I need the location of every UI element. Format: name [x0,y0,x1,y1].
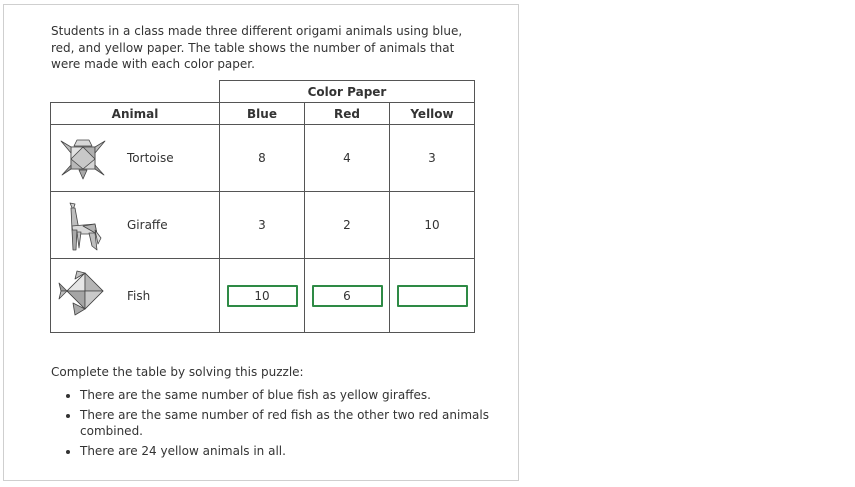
clue-item: • There are 24 yellow animals in all. [80,443,490,459]
red-fish-cell [305,259,390,333]
fish-icon [57,267,109,319]
giraffe-icon [57,200,109,252]
blue-count-cell: 3 [220,192,305,259]
origami-table [50,80,475,333]
red-column-header: Red [305,103,390,125]
yellow-count-cell: 3 [390,125,475,192]
yellow-fish-cell [390,259,475,333]
red-count-cell: 4 [305,125,390,192]
yellow-count-cell: 10 [390,192,475,259]
animal-cell [51,125,220,192]
yellow-column-header: Yellow [390,103,475,125]
clue-item: • There are the same number of red fish as the other two red animals combined. [80,407,490,439]
table-row [51,259,475,333]
animal-name: Giraffe [127,218,168,232]
animal-cell [51,192,220,259]
blue-count-cell: 8 [220,125,305,192]
blue-column-header: Blue [220,103,305,125]
red-fish-input[interactable] [312,285,383,307]
intro-text: Students in a class made three different origami animals using blue, red, and yellow paper. The table shows the number of animals that were made with each color paper. [51,24,463,71]
red-count-cell: 2 [305,192,390,259]
animal-name: Fish [127,288,151,303]
tortoise-icon [57,133,109,185]
yellow-fish-input[interactable] [397,285,468,307]
empty-header-cell [51,81,220,103]
puzzle-clues [51,387,490,463]
puzzle-intro: Complete the table by solving this puzzle: [51,365,304,379]
table-row [51,125,475,192]
table-row [51,192,475,259]
color-paper-header: Color Paper [220,81,475,103]
animal-name: Tortoise [127,151,174,165]
blue-fish-input[interactable] [227,285,298,307]
clue-item: • There are the same number of blue fish as yellow giraffes. [80,387,490,403]
blue-fish-cell [220,259,305,333]
animal-column-header: Animal [51,103,220,125]
animal-cell [51,259,220,333]
question-panel [3,4,519,481]
